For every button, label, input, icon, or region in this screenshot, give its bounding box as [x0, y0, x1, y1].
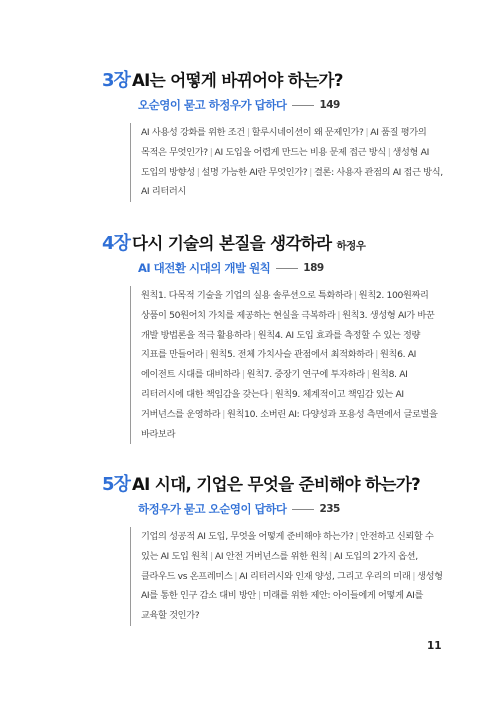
toc-item: 원칙8. AI 리터러시에 대한 책임감을 갖는다	[141, 369, 408, 400]
chapter-title[interactable]: 다시 기술의 본질을 생각하라	[132, 234, 332, 253]
separator: |	[210, 550, 213, 562]
toc-item: 결론: 사용자 관점의 AI 접근 방식, AI 리터러시	[141, 166, 443, 198]
separator: |	[209, 146, 213, 158]
separator: |	[366, 369, 370, 381]
separator: |	[387, 146, 391, 158]
separator: |	[337, 309, 341, 321]
chapter-contents	[130, 123, 445, 202]
toc-item: 생성형 AI 도입의 방향성	[141, 146, 429, 178]
separator: |	[309, 166, 313, 178]
chapter-title[interactable]: AI는 어떻게 바뀌어야 하는가?	[132, 71, 343, 90]
chapter-number: 5장	[102, 474, 130, 495]
toc-item: AI 리터러시와 인재 양성, 그리고 우리의 미래	[239, 570, 411, 582]
leader-rule	[292, 509, 314, 510]
chapter-subtitle-row	[138, 97, 445, 113]
chapter-subtitle-row	[138, 501, 445, 517]
separator: |	[246, 127, 250, 138]
chapter-page: 149	[319, 99, 340, 111]
toc-item: 원칙10. 소버린 AI: 다양성과 포용성 측면에서 글로벌을 바라보라	[141, 408, 438, 440]
chapter-subtitle: 하정우가 묻고 오순영이 답하다	[138, 502, 287, 516]
toc-item: 원칙1. 다목적 기술을 기업의 실용 솔루션으로 특화하라	[141, 290, 353, 301]
toc-item: AI 도입을 어렵게 만드는 비용 문제 접근 방식	[214, 146, 386, 158]
leader-rule	[292, 105, 314, 106]
chapter-contents	[130, 286, 445, 444]
chapter-number: 3장	[102, 70, 130, 91]
page-number: 11	[427, 640, 442, 652]
toc-item: 원칙9. 체계적이고 책임감 있는 AI 거버넌스를 운영하라	[141, 388, 404, 420]
separator: |	[365, 127, 369, 138]
chapter-3	[100, 66, 445, 202]
chapter-5	[100, 470, 445, 626]
toc-item: 원칙3. 생성형 AI가 바꾼 개발 방법론을 적극 활용하라	[141, 309, 435, 341]
toc-item: AI 사용성 강화를 위한 조건	[141, 127, 245, 138]
toc-item: 원칙5. 전체 가치사슬 관점에서 최적화하라	[210, 349, 374, 361]
chapter-contents	[130, 527, 445, 626]
chapter-heading	[100, 470, 445, 496]
separator: |	[354, 290, 357, 301]
toc-item: 생성형 AI를 통한 인구 감소 대비 방안	[141, 570, 443, 602]
toc-item: 원칙6. AI 에이전트 시대를 대비하라	[141, 349, 417, 381]
toc-item: AI 도입의 2가지 옵션, 클라우드 vs 온프레미스	[141, 550, 418, 582]
toc-item: 미래를 위한 제안: 아이들에게 어떻게 AI를 교육할 것인가?	[141, 590, 423, 622]
chapter-subtitle-row	[138, 260, 445, 276]
chapter-4	[100, 229, 445, 444]
separator: |	[196, 166, 200, 178]
toc-item: AI 품질 평가의 목적은 무엇인가?	[141, 127, 427, 158]
separator: |	[412, 570, 416, 582]
toc-item: 할루시네이션이 왜 문제인가?	[251, 127, 364, 138]
chapter-title[interactable]: AI 시대, 기업은 무엇을 준비해야 하는가?	[132, 475, 421, 494]
separator: |	[253, 329, 256, 341]
separator: |	[375, 349, 379, 361]
chapter-heading	[100, 229, 445, 255]
leader-rule	[276, 268, 298, 269]
separator: |	[329, 550, 333, 562]
chapter-subtitle: 오순영이 묻고 하정우가 답하다	[138, 98, 287, 112]
toc-item: 안전하고 신뢰할 수 있는 AI 도입 원칙	[141, 531, 434, 562]
toc-item: AI 안전 거버넌스를 위한 원칙	[214, 550, 328, 562]
chapter-author: 하정우	[336, 240, 366, 252]
chapter-number: 4장	[102, 233, 130, 254]
toc-item: 원칙2. 100원짜리 상품이 50원어치 가치를 제공하는 현실을 극복하라	[141, 290, 429, 321]
chapter-subtitle: AI 대전환 시대의 개발 원칙	[138, 261, 271, 275]
chapter-page: 189	[303, 262, 324, 274]
separator: |	[270, 388, 273, 400]
separator: |	[234, 570, 238, 582]
separator: |	[205, 349, 208, 361]
separator: |	[257, 590, 261, 602]
separator: |	[355, 531, 359, 542]
chapter-heading	[100, 66, 445, 92]
toc-item: 원칙7. 중장기 연구에 투자하라	[246, 369, 365, 381]
separator: |	[222, 408, 226, 420]
toc-item: 원칙4. AI 도입 효과를 측정할 수 있는 정량 지표를 만들어라	[141, 329, 420, 361]
toc-item: 기업의 성공적 AI 도입, 무엇을 어떻게 준비해야 하는가?	[141, 531, 354, 542]
separator: |	[241, 369, 245, 381]
chapter-page: 235	[319, 503, 340, 515]
toc-item: 설명 가능한 AI란 무엇인가?	[201, 166, 308, 178]
